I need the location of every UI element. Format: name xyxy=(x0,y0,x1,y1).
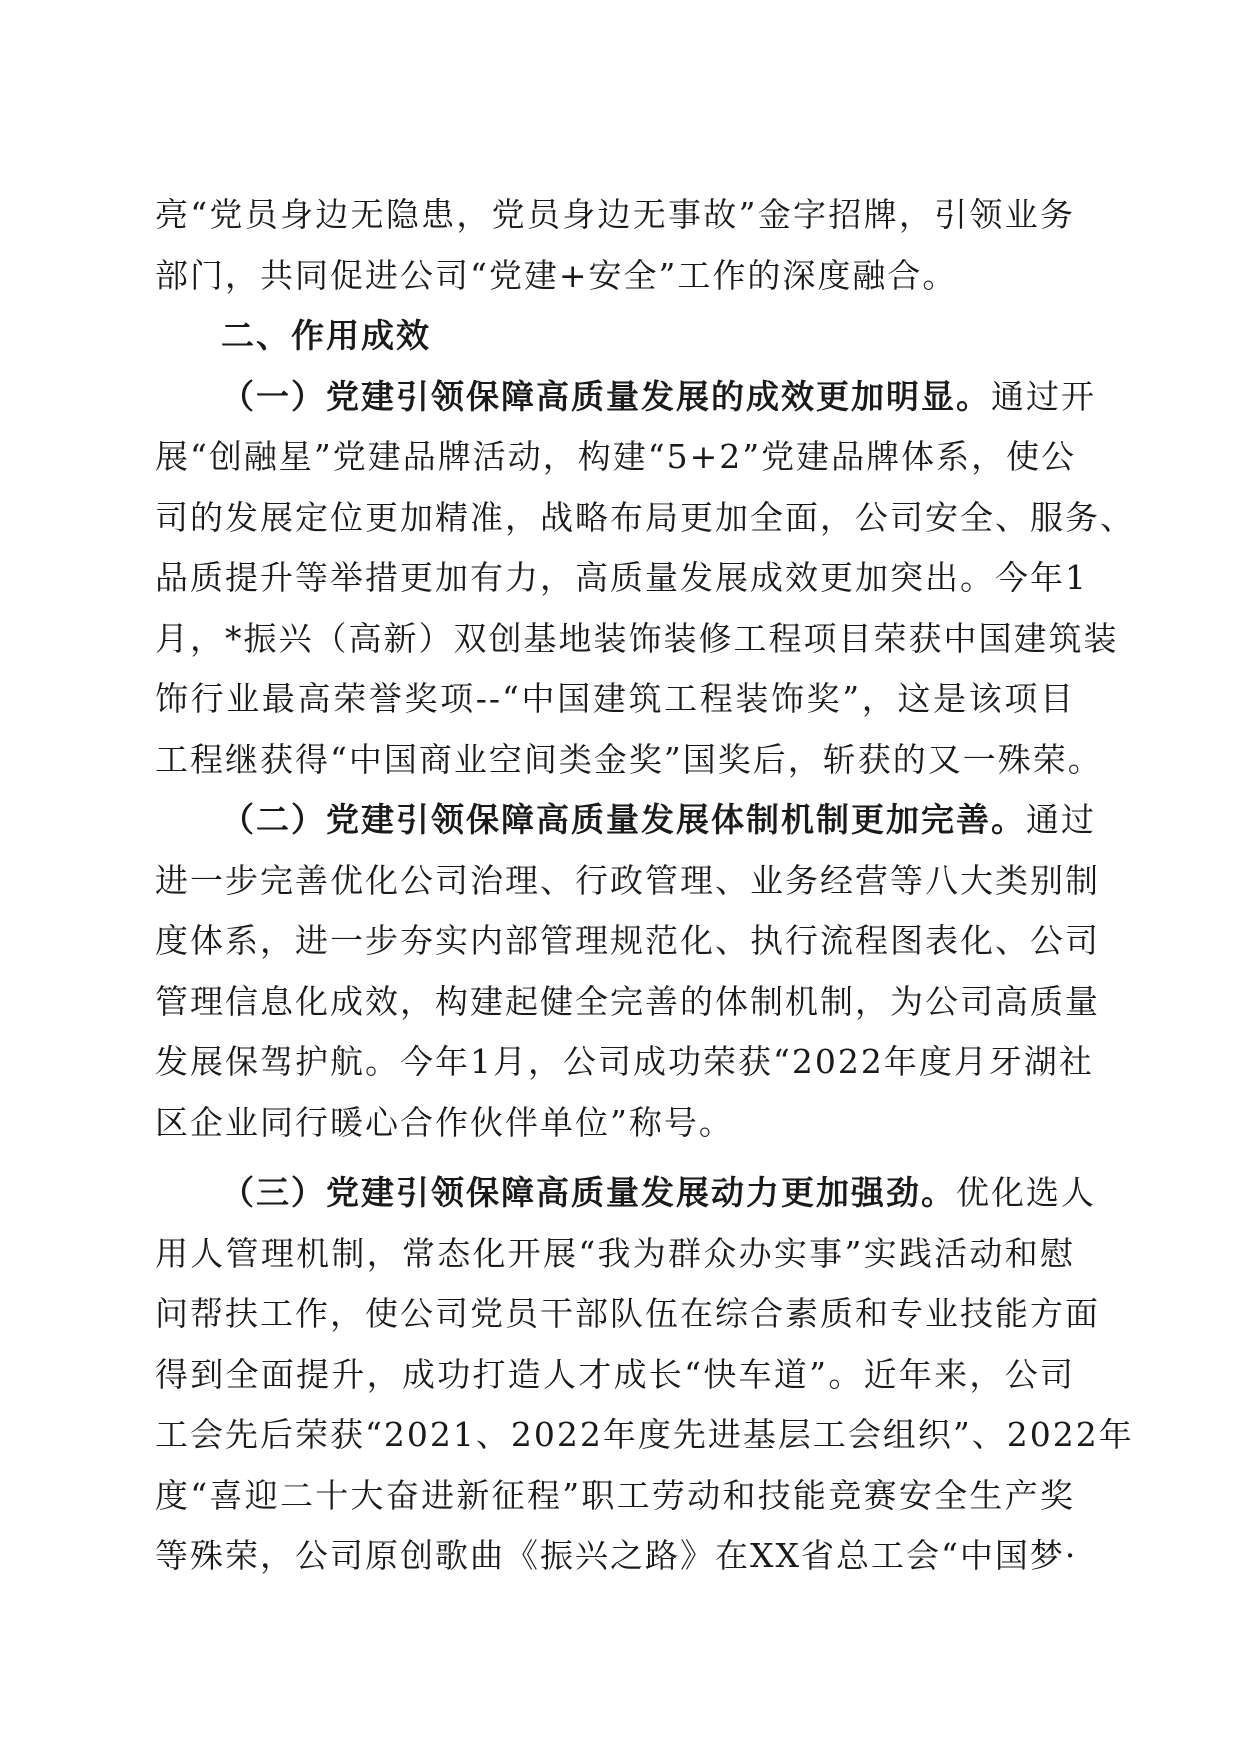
paragraph-title: （三）党建引领保障高质量发展动力更加强劲。 xyxy=(221,1173,956,1212)
paragraph-title: （二）党建引领保障高质量发展体制机制更加完善。 xyxy=(221,800,1026,839)
paragraph-first-line xyxy=(155,790,1096,851)
body-line: 等殊荣，公司原创歌曲《振兴之路》在XX省总工会“中国梦· xyxy=(155,1536,1078,1575)
body-line: 进一步完善优化公司治理、行政管理、业务经营等八大类别制 xyxy=(155,860,1100,900)
body-line: 度体系，进一步夯实内部管理规范化、执行流程图表化、公司 xyxy=(155,921,1100,960)
body-line: 品质提升等举措更加有力，高质量发展成效更加突出。今年1 xyxy=(155,558,1088,597)
paragraph-gap xyxy=(155,1153,1075,1163)
body-line: 月，*振兴（高新）双创基地装饰装修工程项目荣获中国建筑装 xyxy=(155,618,1119,658)
body-line: 部门，共同促进公司“党建+安全”工作的深度融合。 xyxy=(155,255,958,295)
body-line: 问帮扶工作，使公司党员干部队伍在综合素质和专业技能方面 xyxy=(155,1294,1100,1333)
body-line: 饰行业最高荣誉奖项--“中国建筑工程装饰奖”，这是该项目 xyxy=(155,679,1075,718)
body-line: 发展保驾护航。今年1月，公司成功荣获“2022年度月牙湖社 xyxy=(155,1042,1094,1081)
body-line: 工会先后荣获“2021、2022年度先进基层工会组织”、2022年 xyxy=(155,1415,1134,1454)
section-heading: 二、作用成效 xyxy=(221,316,431,355)
paragraph-first-line xyxy=(155,367,1096,428)
paragraph-first-line xyxy=(155,1163,1096,1224)
body-line: 用人管理机制，常态化开展“我为群众办实事”实践活动和慰 xyxy=(155,1233,1075,1273)
body-line: 工程继获得“中国商业空间类金奖”国奖后，斩获的又一殊荣。 xyxy=(155,739,1103,779)
paragraph-text: 优化选人 xyxy=(956,1173,1096,1212)
paragraph-text: 通过 xyxy=(1026,800,1096,839)
body-line: 区企业同行暖心合作伙伴单位”称号。 xyxy=(155,1102,734,1142)
body-line: 得到全面提升，成功打造人才成长“快车道”。近年来，公司 xyxy=(155,1354,1075,1394)
body-line: 亮“党员身边无隐患，党员身边无事故”金字招牌，引领业务 xyxy=(155,195,1075,234)
document-body xyxy=(155,185,1135,1587)
body-line: 展“创融星”党建品牌活动，构建“5+2”党建品牌体系，使公 xyxy=(155,437,1077,476)
body-line: 管理信息化成效，构建起健全完善的体制机制，为公司高质量 xyxy=(155,981,1100,1021)
body-line: 司的发展定位更加精准，战略布局更加全面，公司安全、服务、 xyxy=(155,497,1135,537)
body-line: 度“喜迎二十大奋进新征程”职工劳动和技能竞赛安全生产奖 xyxy=(155,1475,1075,1515)
paragraph-title: （一）党建引领保障高质量发展的成效更加明显。 xyxy=(221,376,991,416)
paragraph-text: 通过开 xyxy=(991,376,1096,416)
